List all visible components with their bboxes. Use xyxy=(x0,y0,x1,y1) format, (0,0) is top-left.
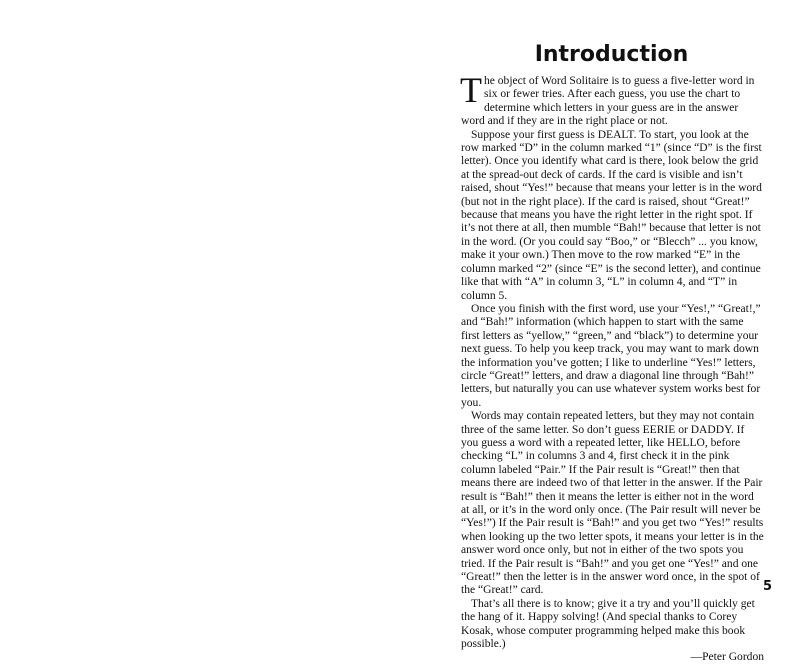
introduction-body xyxy=(460,70,764,665)
page-number: 5 xyxy=(762,579,772,594)
intro-paragraph-1-text: he object of Word Solitaire is to guess a five-letter word in six or fewer tries. After each guess, you use the chart to determine which letters in your guess are in the answer word and if they are in the right place or not. xyxy=(461,75,755,128)
drop-cap: T xyxy=(460,70,482,110)
intro-paragraph-2: Suppose your first guess is DEALT. To start, you look at the row marked “D” in the column marked “1” (since “D” is the first letter). Once you identify what card is there, look below the grid at the spread-out deck of cards. If the card is visible and isn’t raised, shout “Yes!” because that means your letter is in the word (but not in the right place). If the card is raised, shout “Great!” because that means you have the right letter in the right spot. If it’s not there at all, then mumble “Bah!” because that letter is not in the word. (Or you could say “Boo,” or “Blecch” ... you know, make it your own.) Then move to the row marked “E” in the column marked “2” (since “E” is the second letter), and continue like that with “A” in column 3, “L” in column 4, and “T” in column 5. xyxy=(461,128,762,302)
intro-paragraph-3: Once you finish with the first word, use your “Yes!,” “Great!,” and “Bah!” information (which happen to start with the same first letters as “yellow,” “green,” and “black”) to determine your next guess. To help you keep track, you may want to mark down the information you’ve gotten; I like to underline “Yes!” letters, circle “Great!” letters, and draw a diagonal line through “Bah!” letters, but naturally you can use whatever system works best for you. xyxy=(461,302,761,409)
intro-paragraph-4: Words may contain repeated letters, but they may not contain three of the same letter. So don’t guess EERIE or DADDY. If you guess a word with a repeated letter, like HELLO, before checking “L” in columns 3 and 4, first check it in the pink column labeled “Pair.” If the Pair result is “Great!” then that means there are indeed two of that letter in the answer. If the Pair result is “Bah!” then it means the letter is either not in the word at all, or it’s in the word only once. (The Pair result will never be “Yes!”) If the Pair result is “Bah!” and you get two “Yes!” results when looking up the two letter spots, it means your letter is in the answer word once only, but not in either of the two spots you tried. If the Pair result is “Bah!” and you get one “Yes!” and one “Great!” then the letter is in the answer word once, in the spot of the “Great!” card. xyxy=(461,410,764,597)
author-signature: —Peter Gordon xyxy=(690,651,764,664)
intro-paragraph-1 xyxy=(460,70,764,129)
intro-paragraph-5: That’s all there is to know; give it a try and you’ll quickly get the hang of it. Happy solving! (And special thanks to Corey Kosak, whose computer programming helped make this book possible.) xyxy=(461,597,755,651)
page-title: Introduction xyxy=(534,42,689,67)
